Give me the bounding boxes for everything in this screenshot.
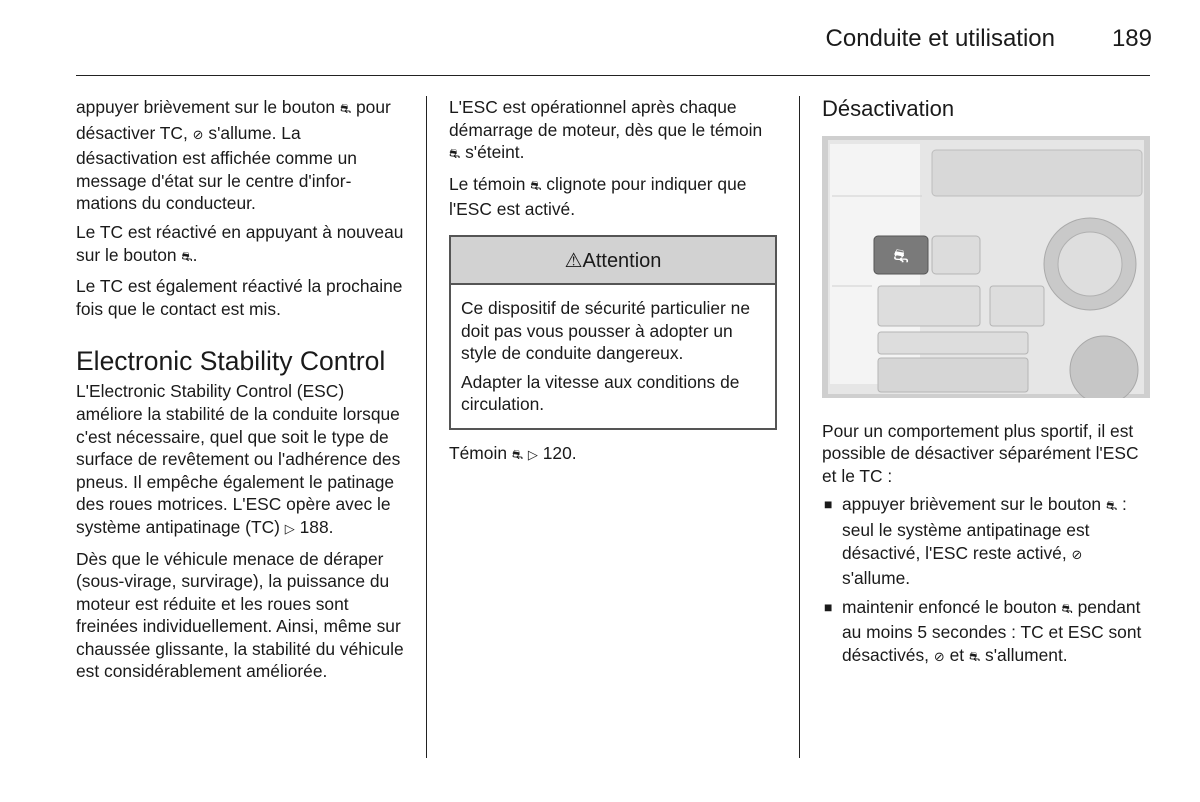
esc-off-lamp-icon: ⛐: [968, 649, 981, 665]
paragraph: Dès que le véhicule menace de déraper (sous-virage, survirage), la puissance du moteur est réduite et les roues sont freinées individuellement. Ainsi, même sur chaussée glissante, la stabilité du véhicule est considérablement améliorée.: [76, 548, 404, 682]
bullet-icon: ■: [824, 496, 833, 513]
paragraph: Le TC est réactivé en appuyant à nouveau sur le bouton ⛐.: [76, 221, 404, 265]
column-2: [449, 96, 777, 474]
tc-button-icon: ⛐: [339, 102, 352, 117]
paragraph: Témoin ⛐ ▷ 120.: [449, 442, 577, 463]
esc-lamp-icon: ⛐: [511, 447, 524, 463]
warning-icon: ⚠: [564, 247, 583, 272]
tc-off-lamp-icon: ⊘: [1071, 547, 1083, 563]
warning-title: Attention: [582, 249, 662, 272]
paragraph: Ce dispositif de sécurité particulier ne doit pas vous pousser à adopter un style de conduite dangereux.: [461, 297, 751, 364]
paragraph: appuyer brièvement sur le bouton ⛐ pour désactiver TC, ⊘ s'allume. La désactivation est affichée comme un message d'état sur le centre d'informations du conducteur.: [76, 97, 391, 214]
tc-off-lamp-icon: ⊘: [192, 127, 204, 143]
paragraph: Pour un comportement plus sportif, il est possible de désactiver séparément l'ESC et le TC :: [822, 420, 1139, 486]
paragraph: Le témoin ⛐ clignote pour indiquer que l'ESC est activé.: [449, 173, 747, 220]
esc-lamp-icon: ⛐: [530, 178, 542, 194]
page-header: [0, 0, 1200, 76]
warning-box: [449, 235, 777, 430]
section-title: Conduite et utilisation: [825, 25, 1055, 52]
section-heading: Désactivation: [822, 96, 955, 121]
header-rule: [76, 75, 1150, 76]
reference-arrow-icon: ▷: [527, 447, 538, 463]
page-number: 189: [1111, 25, 1152, 52]
column-divider: [426, 96, 427, 758]
esc-lamp-icon: ⛐: [449, 147, 461, 163]
reference-arrow-icon: ▷: [284, 521, 295, 537]
warning-header: [451, 237, 775, 285]
column-divider: [799, 96, 800, 758]
section-heading: Electronic Stability Control: [76, 346, 386, 377]
warning-body: [451, 285, 775, 428]
column-1: [76, 96, 406, 689]
paragraph: L'Electronic Stability Control (ESC) améliore la stabilité de la conduite lorsque c'est nécessaire, quel que soit le type de surface de revêtement ou l'adhérence des pneus. Il empêche également le patinage des roues motrices. L'ESC opère avec le système antipatinage (TC) ▷ 188.: [76, 381, 401, 537]
center-console-photo: [822, 136, 1150, 398]
column-3: [822, 96, 1152, 676]
list-item: ■ maintenir enfoncé le bouton ⛐ pendant au moins 5 secondes : TC et ESC sont désactivés, ⊘ et ⛐ s'allument.: [824, 596, 1142, 665]
paragraph: Le TC est également réactivé la prochaine fois que le contact est mis.: [76, 276, 403, 319]
paragraph: L'ESC est opérationnel après chaque démarrage de moteur, dès que le témoin ⛐ s'éteint.: [449, 97, 763, 163]
bullet-icon: ■: [824, 598, 833, 615]
list-item: ■ appuyer brièvement sur le bouton ⛐ : seul le système antipatinage est désactivé, l'ESC reste activé, ⊘ s'allume.: [824, 494, 1127, 589]
tc-button-icon: ⛐: [1061, 601, 1073, 617]
svg-text:⛐: ⛐: [893, 246, 909, 267]
tc-button-icon: ⛐: [1105, 499, 1118, 515]
paragraph: Adapter la vitesse aux conditions de circulation.: [461, 371, 740, 415]
tc-off-lamp-icon: ⊘: [933, 649, 945, 665]
tc-button-icon: ⛐: [181, 249, 193, 265]
